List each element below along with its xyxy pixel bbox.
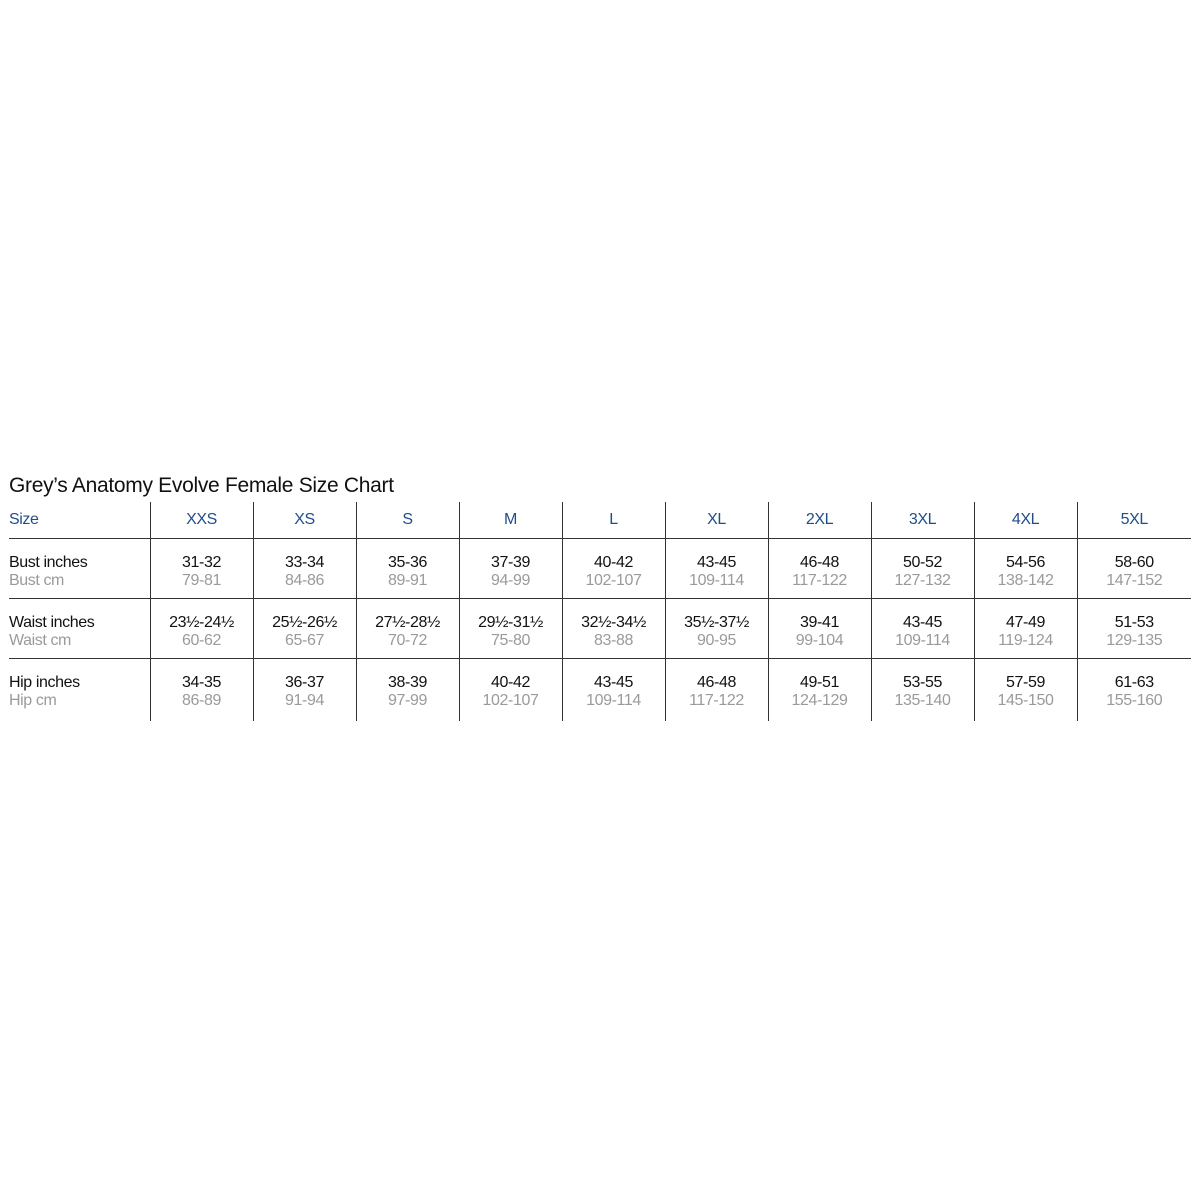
hip-inches-cell-m: 40-42 <box>459 659 562 693</box>
bust-cm-cell-3xl: 127-132 <box>871 572 974 599</box>
size-header-s: S <box>356 502 459 539</box>
hip-inches-cell-5xl: 61-63 <box>1077 659 1191 693</box>
bust-cm-cell-xxs: 79-81 <box>150 572 253 599</box>
hip-cm-cell-s: 97-99 <box>356 692 459 721</box>
hip-inches-cell-2xl: 49-51 <box>768 659 871 693</box>
waist-cm-cell-3xl: 109-114 <box>871 632 974 659</box>
bust-inches-label: Bust inches <box>9 539 150 573</box>
hip-cm-cell-5xl: 155-160 <box>1077 692 1191 721</box>
hip-cm-cell-2xl: 124-129 <box>768 692 871 721</box>
waist-cm-cell-4xl: 119-124 <box>974 632 1077 659</box>
waist-cm-cell-xxs: 60-62 <box>150 632 253 659</box>
hip-cm-cell-3xl: 135-140 <box>871 692 974 721</box>
waist-inches-cell-xs: 25½-26½ <box>253 599 356 633</box>
chart-title: Grey’s Anatomy Evolve Female Size Chart <box>9 474 394 497</box>
bust-cm-cell-xs: 84-86 <box>253 572 356 599</box>
waist-cm-cell-s: 70-72 <box>356 632 459 659</box>
bust-cm-cell-4xl: 138-142 <box>974 572 1077 599</box>
bust-cm-cell-5xl: 147-152 <box>1077 572 1191 599</box>
bust-inches-cell-xl: 43-45 <box>665 539 768 573</box>
hip-cm-label: Hip cm <box>9 692 57 709</box>
size-header-2xl: 2XL <box>768 502 871 539</box>
waist-inches-cell-xl: 35½-37½ <box>665 599 768 633</box>
hip-inches-cell-s: 38-39 <box>356 659 459 693</box>
bust-cm-cell-xl: 109-114 <box>665 572 768 599</box>
hip-inches-cell-xl: 46-48 <box>665 659 768 693</box>
waist-cm-label: Waist cm <box>9 632 71 649</box>
size-header-xl: XL <box>665 502 768 539</box>
waist-inches-cell-l: 32½-34½ <box>562 599 665 633</box>
size-header-m: M <box>459 502 562 539</box>
hip-cm-cell-l: 109-114 <box>562 692 665 721</box>
bust-inches-cell-xs: 33-34 <box>253 539 356 573</box>
size-header-3xl: 3XL <box>871 502 974 539</box>
waist-inches-cell-s: 27½-28½ <box>356 599 459 633</box>
bust-cm-label: Bust cm <box>9 572 64 589</box>
bust-inches-cell-4xl: 54-56 <box>974 539 1077 573</box>
size-header-4xl: 4XL <box>974 502 1077 539</box>
row-hip-cm <box>9 692 1191 721</box>
bust-cm-cell-m: 94-99 <box>459 572 562 599</box>
row-bust-inches <box>9 539 1191 573</box>
hip-cm-cell-xs: 91-94 <box>253 692 356 721</box>
waist-inches-cell-5xl: 51-53 <box>1077 599 1191 633</box>
size-chart <box>9 470 1191 721</box>
header-row <box>9 502 1191 539</box>
waist-inches-cell-xxs: 23½-24½ <box>150 599 253 633</box>
size-header-label: Size <box>9 511 39 528</box>
bust-inches-cell-s: 35-36 <box>356 539 459 573</box>
waist-cm-cell-xl: 90-95 <box>665 632 768 659</box>
bust-inches-cell-l: 40-42 <box>562 539 665 573</box>
bust-inches-cell-m: 37-39 <box>459 539 562 573</box>
row-waist-inches <box>9 599 1191 633</box>
hip-inches-cell-l: 43-45 <box>562 659 665 693</box>
hip-cm-cell-4xl: 145-150 <box>974 692 1077 721</box>
size-table <box>9 502 1191 721</box>
row-waist-cm <box>9 632 1191 659</box>
waist-inches-cell-3xl: 43-45 <box>871 599 974 633</box>
bust-inches-cell-xxs: 31-32 <box>150 539 253 573</box>
bust-inches-cell-3xl: 50-52 <box>871 539 974 573</box>
waist-cm-cell-m: 75-80 <box>459 632 562 659</box>
hip-inches-cell-4xl: 57-59 <box>974 659 1077 693</box>
hip-cm-cell-xl: 117-122 <box>665 692 768 721</box>
bust-cm-cell-2xl: 117-122 <box>768 572 871 599</box>
waist-cm-cell-xs: 65-67 <box>253 632 356 659</box>
size-header-xxs: XXS <box>150 502 253 539</box>
waist-cm-cell-l: 83-88 <box>562 632 665 659</box>
hip-inches-cell-3xl: 53-55 <box>871 659 974 693</box>
bust-cm-cell-s: 89-91 <box>356 572 459 599</box>
hip-inches-label: Hip inches <box>9 659 150 693</box>
waist-inches-cell-m: 29½-31½ <box>459 599 562 633</box>
hip-inches-cell-xxs: 34-35 <box>150 659 253 693</box>
waist-cm-cell-5xl: 129-135 <box>1077 632 1191 659</box>
hip-cm-cell-xxs: 86-89 <box>150 692 253 721</box>
waist-inches-label: Waist inches <box>9 599 150 633</box>
row-hip-inches <box>9 659 1191 693</box>
hip-inches-cell-xs: 36-37 <box>253 659 356 693</box>
row-bust-cm <box>9 572 1191 599</box>
waist-inches-cell-4xl: 47-49 <box>974 599 1077 633</box>
size-header-5xl: 5XL <box>1077 502 1191 539</box>
hip-cm-cell-m: 102-107 <box>459 692 562 721</box>
bust-cm-cell-l: 102-107 <box>562 572 665 599</box>
bust-inches-cell-5xl: 58-60 <box>1077 539 1191 573</box>
waist-cm-cell-2xl: 99-104 <box>768 632 871 659</box>
waist-inches-cell-2xl: 39-41 <box>768 599 871 633</box>
bust-inches-cell-2xl: 46-48 <box>768 539 871 573</box>
size-header-l: L <box>562 502 665 539</box>
size-header-xs: XS <box>253 502 356 539</box>
